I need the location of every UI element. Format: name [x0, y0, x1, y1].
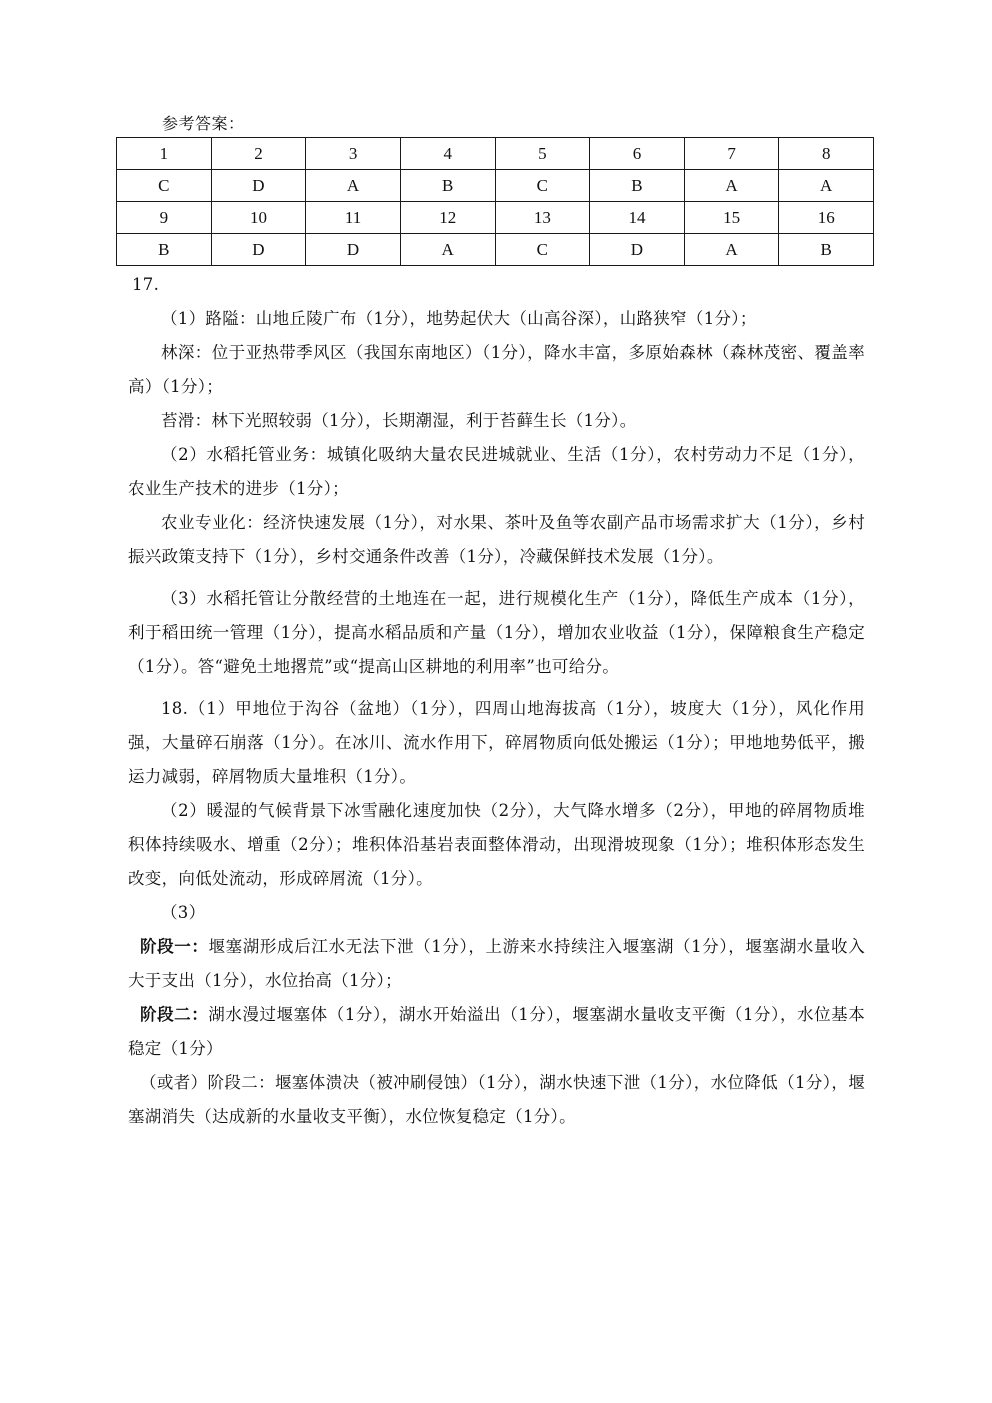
table-cell: D — [590, 234, 685, 266]
table-cell: A — [306, 170, 401, 202]
q18-part2: （2）暖湿的气候背景下冰雪融化速度加快（2分），大气降水增多（2分），甲地的碎屑物质堆积体持续吸水、增重（2分）；堆积体沿基岩表面整体滑动，出现滑坡现象（1分）；堆积体形态发生改变，向低处流动，形成碎屑流（1分）。 — [128, 801, 865, 888]
answer-table — [116, 137, 874, 266]
q17-part1-moss: 苔滑：林下光照较弱（1分），长期潮湿，利于苔藓生长（1分）。 — [161, 411, 637, 430]
stage-one-label: 阶段一： — [140, 937, 209, 956]
table-cell: 14 — [590, 202, 685, 234]
table-cell: 7 — [684, 138, 779, 170]
table-cell: B — [400, 170, 495, 202]
q17-part2-specialization: 农业专业化：经济快速发展（1分），对水果、茶叶及鱼等农副产品市场需求扩大（1分），乡村振兴政策支持下（1分），乡村交通条件改善（1分），冷藏保鲜技术发展（1分）。 — [128, 513, 865, 566]
table-cell: D — [306, 234, 401, 266]
q18-part3-number: （3） — [161, 903, 206, 922]
table-cell: 1 — [117, 138, 212, 170]
table-cell: 15 — [684, 202, 779, 234]
table-cell: 2 — [211, 138, 306, 170]
stage-one-text: 堰塞湖形成后江水无法下泄（1分），上游来水持续注入堰塞湖（1分），堰塞湖水量收入大于支出（1分），水位抬高（1分）； — [128, 937, 865, 990]
table-cell: 3 — [306, 138, 401, 170]
reference-answers-heading: 参考答案： — [162, 114, 245, 133]
q17-part3: （3）水稻托管让分散经营的土地连在一起，进行规模化生产（1分），降低生产成本（1分），利于稻田统一管理（1分），提高水稻品质和产量（1分），增加农业收益（1分），保障粮食生产稳定（1分）。答“避免土地撂荒”或“提高山区耕地的利用率”也可给分。 — [128, 589, 865, 676]
table-cell: 8 — [779, 138, 874, 170]
table-row-numbers-1 — [117, 138, 874, 170]
table-row-answers-2 — [117, 234, 874, 266]
table-cell: 10 — [211, 202, 306, 234]
q17-part1-forest: 林深：位于亚热带季风区（我国东南地区）（1分），降水丰富，多原始森林（森林茂密、覆盖率高）（1分）； — [128, 343, 865, 396]
q17-part1-path: （1）路隘：山地丘陵广布（1分），地势起伏大（山高谷深），山路狭窄（1分）； — [161, 309, 757, 328]
table-cell: 5 — [495, 138, 590, 170]
q17-part2-trusteeship: （2）水稻托管业务：城镇化吸纳大量农民进城就业、生活（1分），农村劳动力不足（1分），农业生产技术的进步（1分）； — [128, 445, 865, 498]
table-cell: D — [211, 234, 306, 266]
q18-part1: 18.（1）甲地位于沟谷（盆地）（1分），四周山地海拔高（1分），坡度大（1分），风化作用强，大量碎石崩落（1分）。在冰川、流水作用下，碎屑物质向低处搬运（1分）；甲地地势低平，搬运力减弱，碎屑物质大量堆积（1分）。 — [128, 699, 865, 786]
table-cell: B — [117, 234, 212, 266]
answer-body — [128, 268, 865, 1134]
table-cell: 11 — [306, 202, 401, 234]
table-cell: 6 — [590, 138, 685, 170]
table-cell: 16 — [779, 202, 874, 234]
table-cell: C — [117, 170, 212, 202]
q18-stage-two-alternative: （或者）阶段二：堰塞体溃决（被冲刷侵蚀）（1分），湖水快速下泄（1分），水位降低（1分），堰塞湖消失（达成新的水量收支平衡），水位恢复稳定（1分）。 — [128, 1073, 865, 1126]
table-row-answers-1 — [117, 170, 874, 202]
table-cell: 9 — [117, 202, 212, 234]
table-cell: C — [495, 234, 590, 266]
table-cell: C — [495, 170, 590, 202]
table-cell: A — [400, 234, 495, 266]
q18-stage-one — [128, 930, 865, 998]
table-cell: A — [779, 170, 874, 202]
table-cell: 4 — [400, 138, 495, 170]
table-cell: 12 — [400, 202, 495, 234]
question-17-number: 17. — [132, 275, 160, 294]
table-cell: 13 — [495, 202, 590, 234]
stage-two-label: 阶段二： — [140, 1005, 209, 1024]
table-cell: A — [684, 234, 779, 266]
table-cell: A — [684, 170, 779, 202]
stage-two-text: 湖水漫过堰塞体（1分），湖水开始溢出（1分），堰塞湖水量收支平衡（1分），水位基本稳定（1分） — [128, 1005, 866, 1058]
table-cell: D — [211, 170, 306, 202]
q18-stage-two — [128, 998, 865, 1066]
table-cell: B — [779, 234, 874, 266]
table-cell: B — [590, 170, 685, 202]
table-row-numbers-2 — [117, 202, 874, 234]
